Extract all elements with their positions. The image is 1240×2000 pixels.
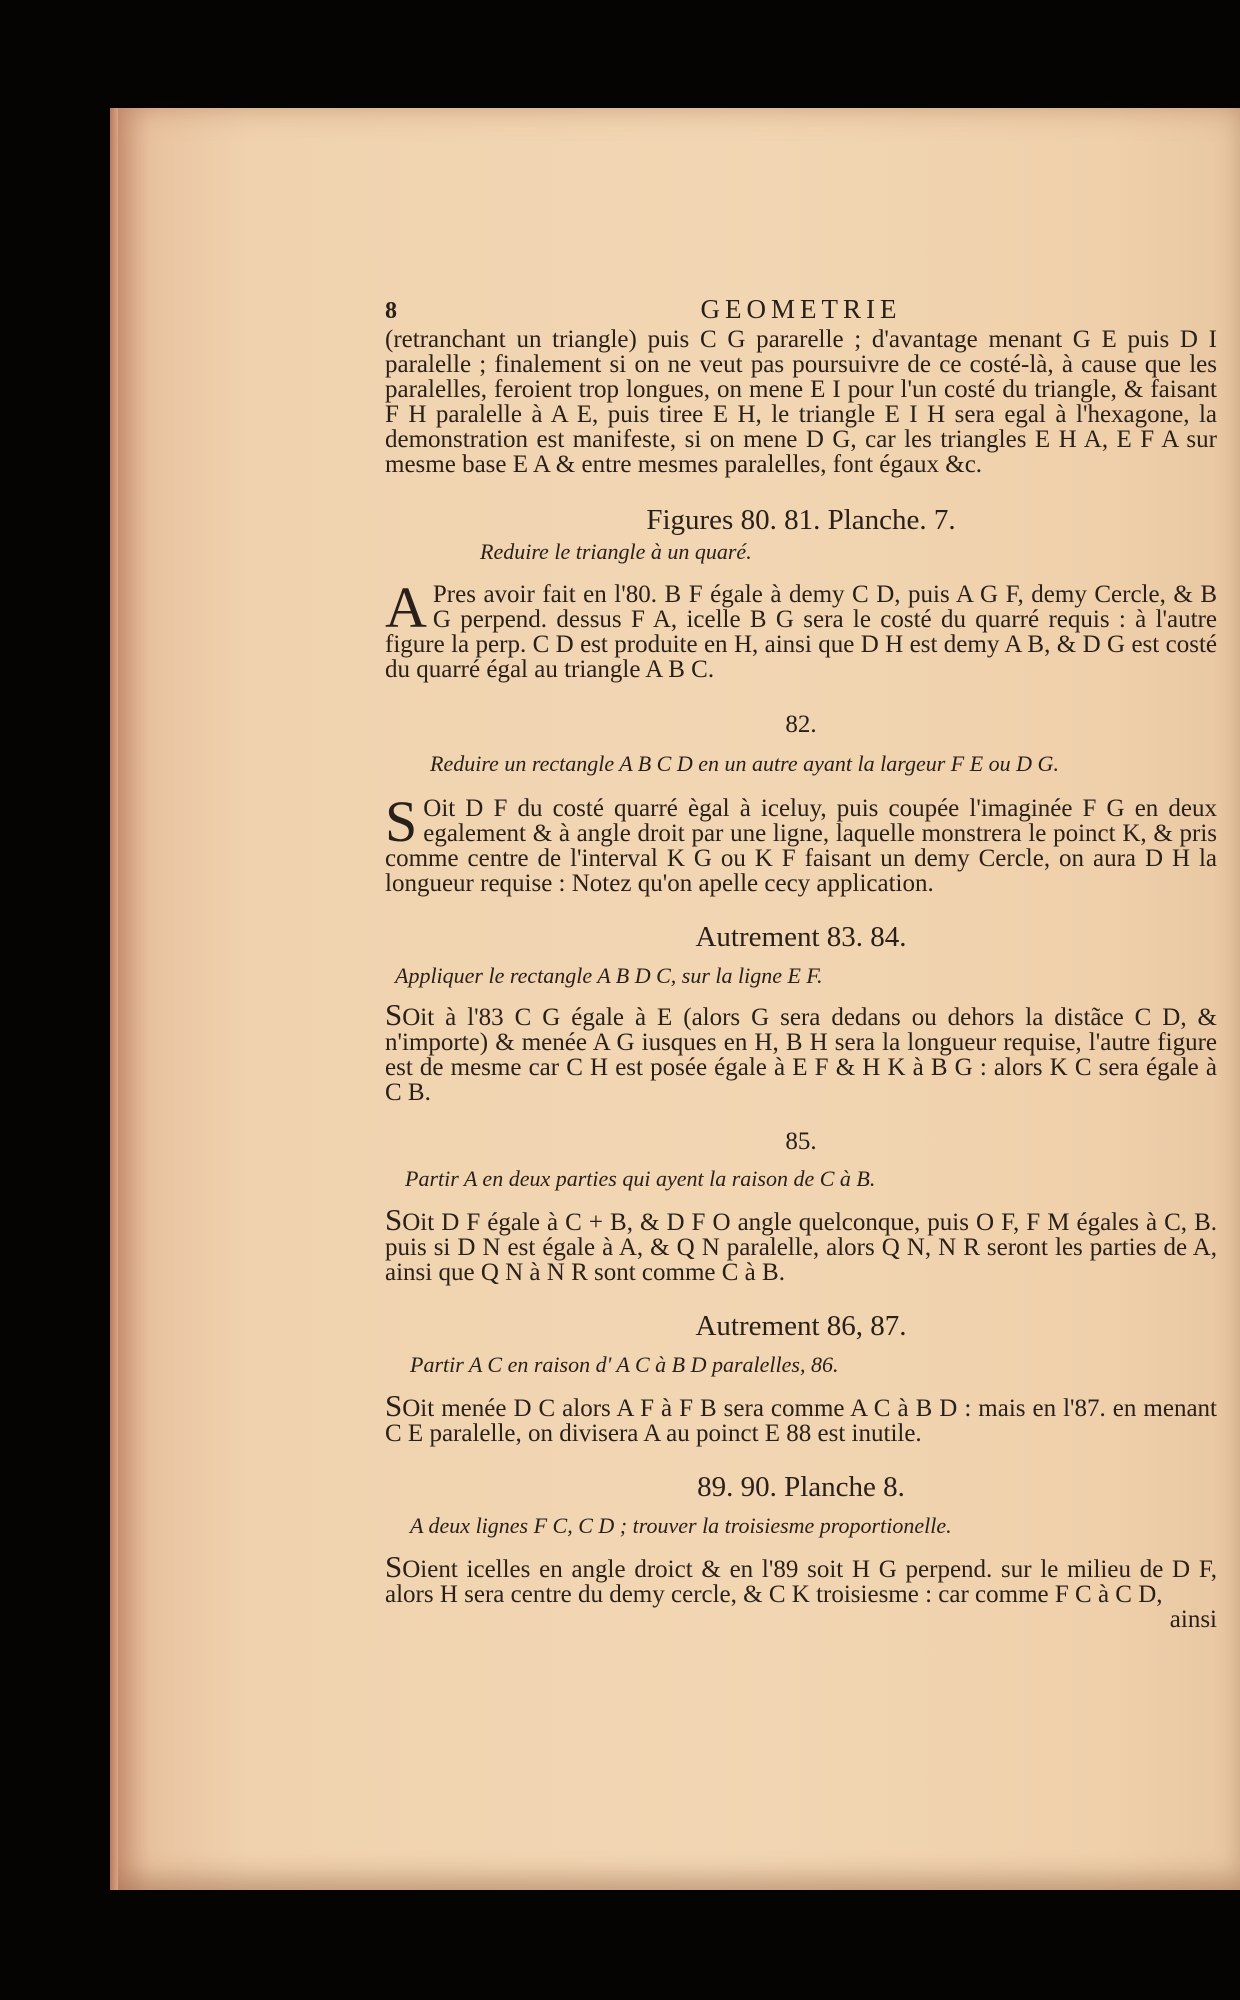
section-heading-autrement-83-84: Autrement 83. 84. [695,921,907,953]
initial-s: S [385,1388,403,1423]
drop-cap-s: S [385,789,418,854]
section-heading-89-90: 89. 90. Planche 8. [697,1471,905,1503]
section-heading-82: 82. [785,711,817,738]
paragraph-soit-menee: SOit menée D C alors A F à F B sera comme A C à B D : mais en l'87. en menant C E paralelle, on divisera A au poinct E 88 est inutile. [385,1388,1217,1447]
subheading-reduire-triangle: Reduire le triangle à un quaré. [480,539,752,564]
section-heading-figures-80-81: Figures 80. 81. Planche. 7. [646,504,956,536]
text-block [385,293,1217,1632]
paragraph-soit-83: SOit à l'83 C G égale à E (alors G sera dedans ou dehors la distãce C D, & n'importe) & menée A G iusques en H, B H sera la longueur requise, l'autre figure est de mesme car C H est posée égale à E F & H K à B G : alors K C sera égale à C B. [385,997,1217,1106]
subheading-appliquer-rectangle: Appliquer le rectangle A B D C, sur la ligne E F. [395,963,823,988]
paragraph-soit-df: S Oit D F du costé quarré ègal à iceluy, puis coupée l'imaginée F G en deux egalement & à angle droit par une ligne, laquelle monstrera le poinct K, & pris comme centre de l'interval K G ou K F faisant un demy Cercle, on aura D H la longueur requise : Notez qu'on apelle cecy application. [385,789,1217,897]
initial-s: S [385,997,403,1032]
subheading-reduire-rectangle: Reduire un rectangle A B C D en un autre ayant la largeur F E ou D G. [430,751,1059,776]
page-number: 8 [385,298,397,324]
drop-cap-a: A [385,575,427,640]
section-heading-85: 85. [785,1128,817,1155]
initial-s: S [385,1549,403,1584]
running-title: GEOMETRIE [700,294,902,324]
subheading-trois-proportionelle: A deux lignes F C, C D ; trouver la troisiesme proportionelle. [410,1513,952,1538]
subheading-partir-a: Partir A en deux parties qui ayent la raison de C à B. [405,1166,876,1191]
paragraph-apres: A Pres avoir fait en l'80. B F égale à demy C D, puis A G F, demy Cercle, & B G perpend. dessus F A, icelle B G sera le costé du quarré requis : à l'autre figure la perp. C D est produite en H, ainsi que D H est demy A B, & D G est costé du quarré égal au triangle A B C. [385,575,1217,683]
initial-s: S [385,1202,403,1237]
page-edge [110,108,118,1890]
paragraph-continuation: (retranchant un triangle) puis C G pararelle ; d'avantage menant G E puis D I paralelle ; finalement si on ne veut pas poursuivre de ce costé-là, à cause que les paralelles, feroient trop longues, on mene E I pour l'un costé du triangle, & faisant F H paralelle à A E, puis tiree E H, le triangle E I H sera egal à l'hexagone, la demonstration est manifeste, si on mene D G, car les triangles E H A, E F A sur mesme base E A & entre mesmes paralelles, font égaux &c. [385,326,1217,478]
paragraph-soient-icelles: SOient icelles en angle droict & en l'89 soit H G perpend. sur le milieu de D F, alors H sera centre du demy cercle, & C K troisiesme : car comme F C à C D, [385,1549,1217,1608]
subheading-partir-ac: Partir A C en raison d' A C à B D paralelles, 86. [410,1352,839,1377]
page-header [385,293,1217,327]
section-heading-autrement-86-87: Autrement 86, 87. [695,1310,907,1342]
book-page [110,108,1240,1890]
catchword: ainsi [1169,1606,1217,1633]
paragraph-soit-df-egale: SOit D F égale à C + B, & D F O angle quelconque, puis O F, F M égales à C, B. puis si D N est égale à A, & Q N paralelle, alors Q N, N R seront les parties de A, ainsi que Q N à N R sont comme C à B. [385,1202,1217,1286]
